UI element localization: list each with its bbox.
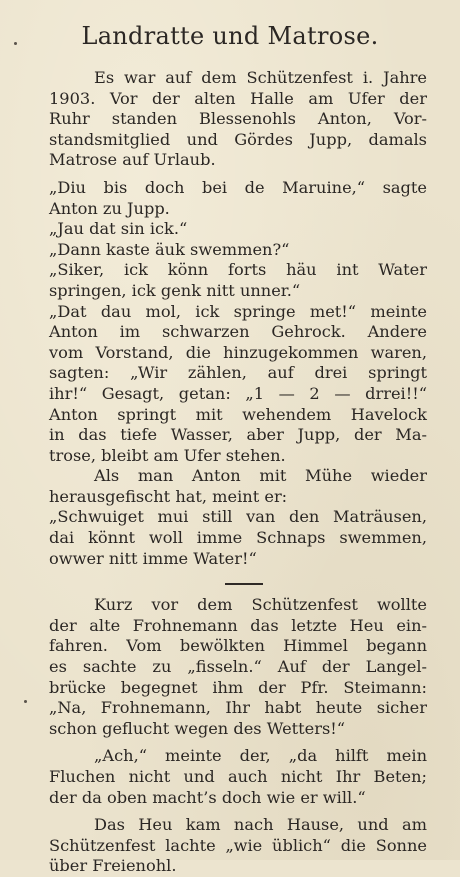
text-line: der alte Frohnemann das letzte Heu ein- <box>49 615 427 635</box>
text-line: der da oben macht’s doch wie er will.“ <box>49 787 366 807</box>
text-line: Schützenfest lachte „wie üblich“ die Sonne <box>49 835 427 855</box>
text-line: „Schwuiget mui still van den Maträusen, <box>49 507 427 527</box>
text-line: brücke begegnet ihm der Pfr. Steimann: <box>49 677 427 697</box>
text-line: vom Vorstand, die hinzugekommen waren, <box>49 342 427 362</box>
section-divider <box>49 569 427 595</box>
text-line: herausgefischt hat, meint er: <box>49 486 288 506</box>
text-line: trose, bleibt am Ufer stehen. <box>49 445 286 465</box>
text-line: sagten: „Wir zählen, auf drei springt <box>49 363 427 383</box>
text-line: Anton springt mit wehendem Havelock <box>49 404 427 424</box>
text-line: es sachte zu „fisseln.“ Auf der Langel- <box>49 657 427 677</box>
divider-rule <box>225 583 263 585</box>
text-line: „Jau dat sin ick.“ <box>49 219 188 239</box>
text-line: Fluchen nicht und auch nicht Ihr Beten; <box>49 767 427 786</box>
text-line: 1903. Vor der alten Halle am Ufer der <box>49 88 427 108</box>
text-line: Matrose auf Urlaub. <box>49 150 216 170</box>
print-speck <box>24 700 27 703</box>
text-line: ihr!“ Gesagt, getan: „1 — 2 — drrei!!“ <box>49 383 427 403</box>
text-line: dai könnt woll imme Schnaps swemmen, <box>49 528 427 548</box>
text-line: Das Heu kam nach Hause, und am <box>94 815 427 835</box>
text-line: owwer nitt imme Water!“ <box>49 548 257 568</box>
text-line: „Diu bis doch bei de Maruine,“ sagte <box>49 177 427 197</box>
text-line: Als man Anton mit Mühe wieder <box>94 466 427 486</box>
page-title: Landratte und Matrose. <box>81 22 379 50</box>
text-line: in das tiefe Wasser, aber Jupp, der Ma- <box>49 425 427 445</box>
text-line: standsmitglied und Gördes Jupp, damals <box>49 129 427 149</box>
text-line: fahren. Vom bewölkten Himmel begann <box>49 636 427 656</box>
text-line: Anton im schwarzen Gehrock. Andere <box>49 322 427 342</box>
text-line: Ruhr standen Blessenohls Anton, Vor- <box>49 109 427 129</box>
text-line: Anton zu Jupp. <box>49 198 170 218</box>
text-line: „Ach,“ meinte der, „da hilft mein <box>94 746 427 766</box>
text-line: springen, ick genk nitt unner.“ <box>49 280 301 300</box>
text-line: „Siker, ick könn forts häu int Water <box>49 260 427 280</box>
text-line: über Freienohl. <box>49 856 177 876</box>
text-line: „Dann kaste äuk swemmen?“ <box>49 239 290 259</box>
text-column <box>49 68 427 877</box>
text-line: schon geflucht wegen des Wetters!“ <box>49 718 346 738</box>
text-line: Kurz vor dem Schützenfest wollte <box>94 595 427 615</box>
text-line: „Na, Frohnemann, Ihr habt heute sicher <box>49 698 427 718</box>
story-landratte <box>49 68 427 569</box>
text-line: Es war auf dem Schützenfest i. Jahre <box>94 68 427 87</box>
story-frohnemann <box>49 595 427 877</box>
text-line: „Dat dau mol, ick springe met!“ meinte <box>49 301 427 321</box>
